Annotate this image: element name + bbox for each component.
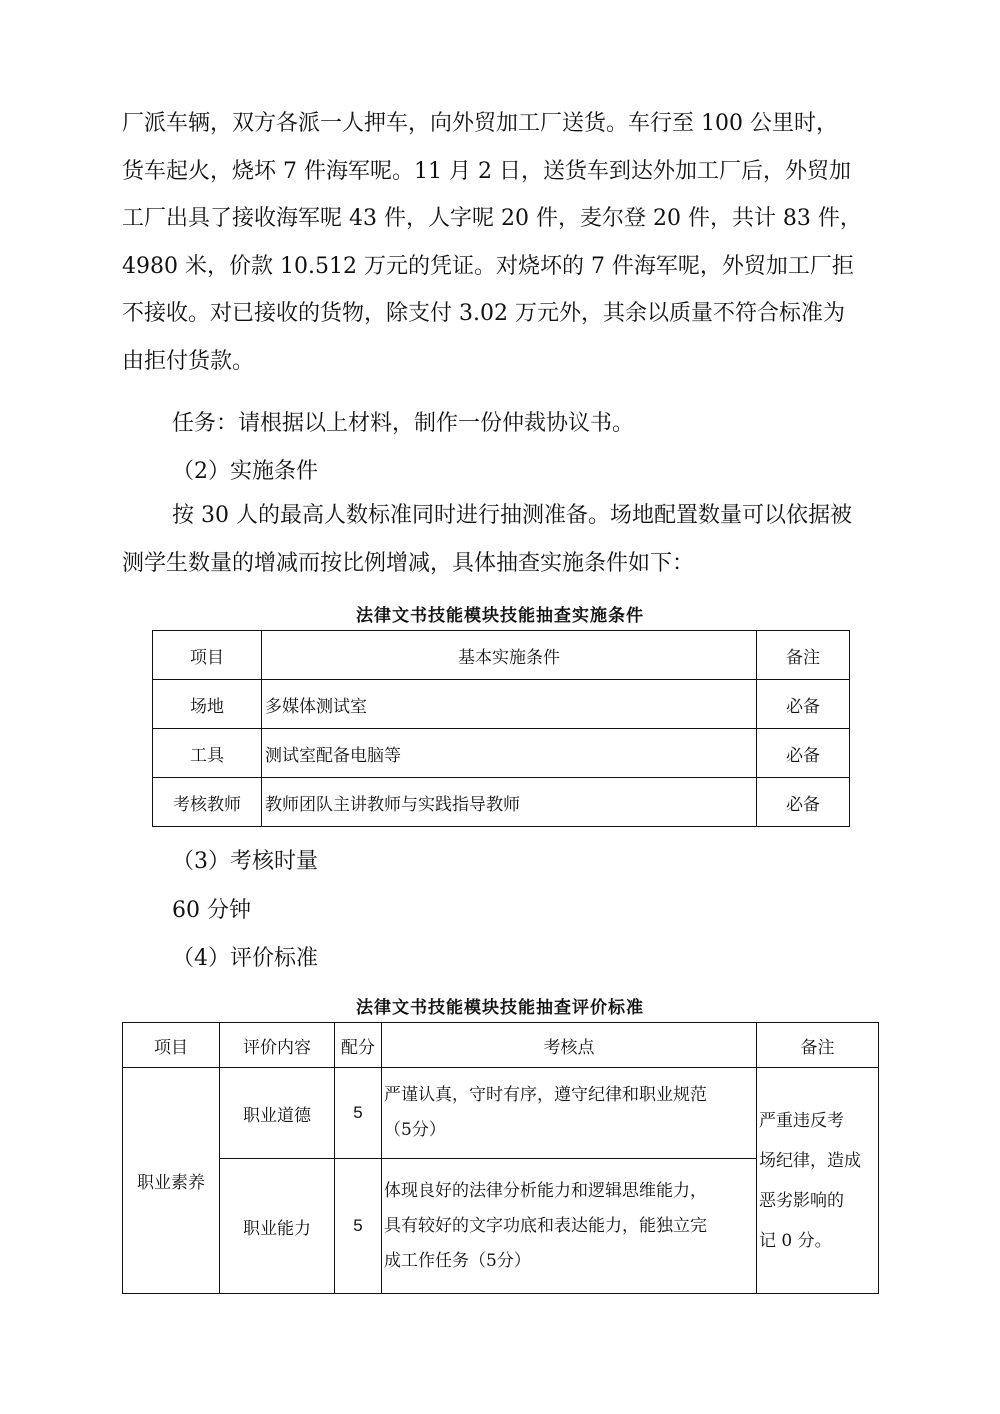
body-line: 货车起火，烧坏 7 件海军呢。11 月 2 日，送货车到达外加工厂后，外贸加 [122, 158, 851, 184]
remark-cell [757, 1068, 879, 1294]
header-cell: 考核点 [382, 1023, 757, 1068]
body-line: 厂派车辆，双方各派一人押车，向外贸加工厂送货。车行至 100 公里时， [122, 111, 838, 136]
header-cell: 项目 [153, 631, 262, 680]
remark-line: 严重违反考 [759, 1110, 844, 1131]
remark-line: 记 0 分。 [759, 1230, 832, 1251]
table-cell: 场地 [153, 680, 262, 729]
table-cell: 测试室配备电脑等 [262, 729, 757, 778]
points-line: 成工作任务（5分） [384, 1250, 531, 1271]
evaluation-table [122, 1022, 879, 1294]
table-row [153, 778, 850, 827]
header-cell: 基本实施条件 [262, 631, 757, 680]
task-line: 任务：请根据以上材料，制作一份仲裁协议书。 [172, 411, 635, 436]
body-line: 由拒付货款。 [122, 348, 255, 374]
section-heading: （3）考核时量 [172, 849, 318, 874]
table-caption: 法律文书技能模块技能抽查实施条件 [356, 606, 644, 626]
table-row [153, 680, 850, 729]
section-heading: （4）评价标准 [172, 946, 318, 971]
table-row [123, 1068, 879, 1159]
body-line: 按 30 人的最高人数标准同时进行抽测准备。场地配置数量可以依据被 [172, 503, 852, 528]
table-cell: 职业能力 [220, 1159, 335, 1294]
table-cell: 必备 [757, 729, 850, 778]
score-cell: 5 [335, 1159, 382, 1294]
exam-duration: 60 分钟 [172, 898, 251, 923]
header-cell: 配分 [335, 1023, 382, 1068]
points-line: 严谨认真，守时有序，遵守纪律和职业规范 [384, 1085, 707, 1105]
body-line: 不接收。对已接收的货物，除支付 3.02 万元外，其余以质量不符合标准为 [122, 301, 845, 326]
table-cell: 考核教师 [153, 778, 262, 827]
table-cell: 必备 [757, 680, 850, 729]
header-cell: 评价内容 [220, 1023, 335, 1068]
points-cell [382, 1159, 757, 1294]
table-cell: 职业道德 [220, 1068, 335, 1159]
points-cell [382, 1068, 757, 1159]
header-cell: 项目 [123, 1023, 220, 1068]
table-header-row [123, 1023, 879, 1068]
body-line: 测学生数量的增减而按比例增减，具体抽查实施条件如下： [122, 550, 695, 576]
header-cell: 备注 [757, 631, 850, 680]
table-row [153, 729, 850, 778]
table-cell: 必备 [757, 778, 850, 827]
body-line: 4980 米，价款 10.512 万元的凭证。对烧坏的 7 件海军呢，外贸加工厂拒 [122, 253, 854, 279]
section-heading: （2）实施条件 [172, 459, 318, 484]
body-paragraph [122, 100, 892, 385]
remark-line: 恶劣影响的 [759, 1190, 844, 1211]
conditions-table [152, 630, 850, 827]
points-line: 体现良好的法律分析能力和逻辑思维能力， [384, 1180, 707, 1201]
table-caption: 法律文书技能模块技能抽查评价标准 [356, 998, 644, 1018]
table-cell: 教师团队主讲教师与实践指导教师 [262, 778, 757, 827]
remark-line: 场纪律，造成 [759, 1150, 861, 1171]
points-line: 具有较好的文字功底和表达能力，能独立完 [384, 1215, 707, 1236]
group-cell: 职业素养 [123, 1068, 220, 1294]
score-cell: 5 [335, 1068, 382, 1159]
table-cell: 工具 [153, 729, 262, 778]
header-cell: 备注 [757, 1023, 879, 1068]
table-cell: 多媒体测试室 [262, 680, 757, 729]
table-header-row [153, 631, 850, 680]
conditions-paragraph [122, 492, 892, 587]
points-line: （5分） [384, 1120, 446, 1140]
body-line: 工厂出具了接收海军呢 43 件，人字呢 20 件，麦尔登 20 件，共计 83 件， [122, 206, 862, 231]
